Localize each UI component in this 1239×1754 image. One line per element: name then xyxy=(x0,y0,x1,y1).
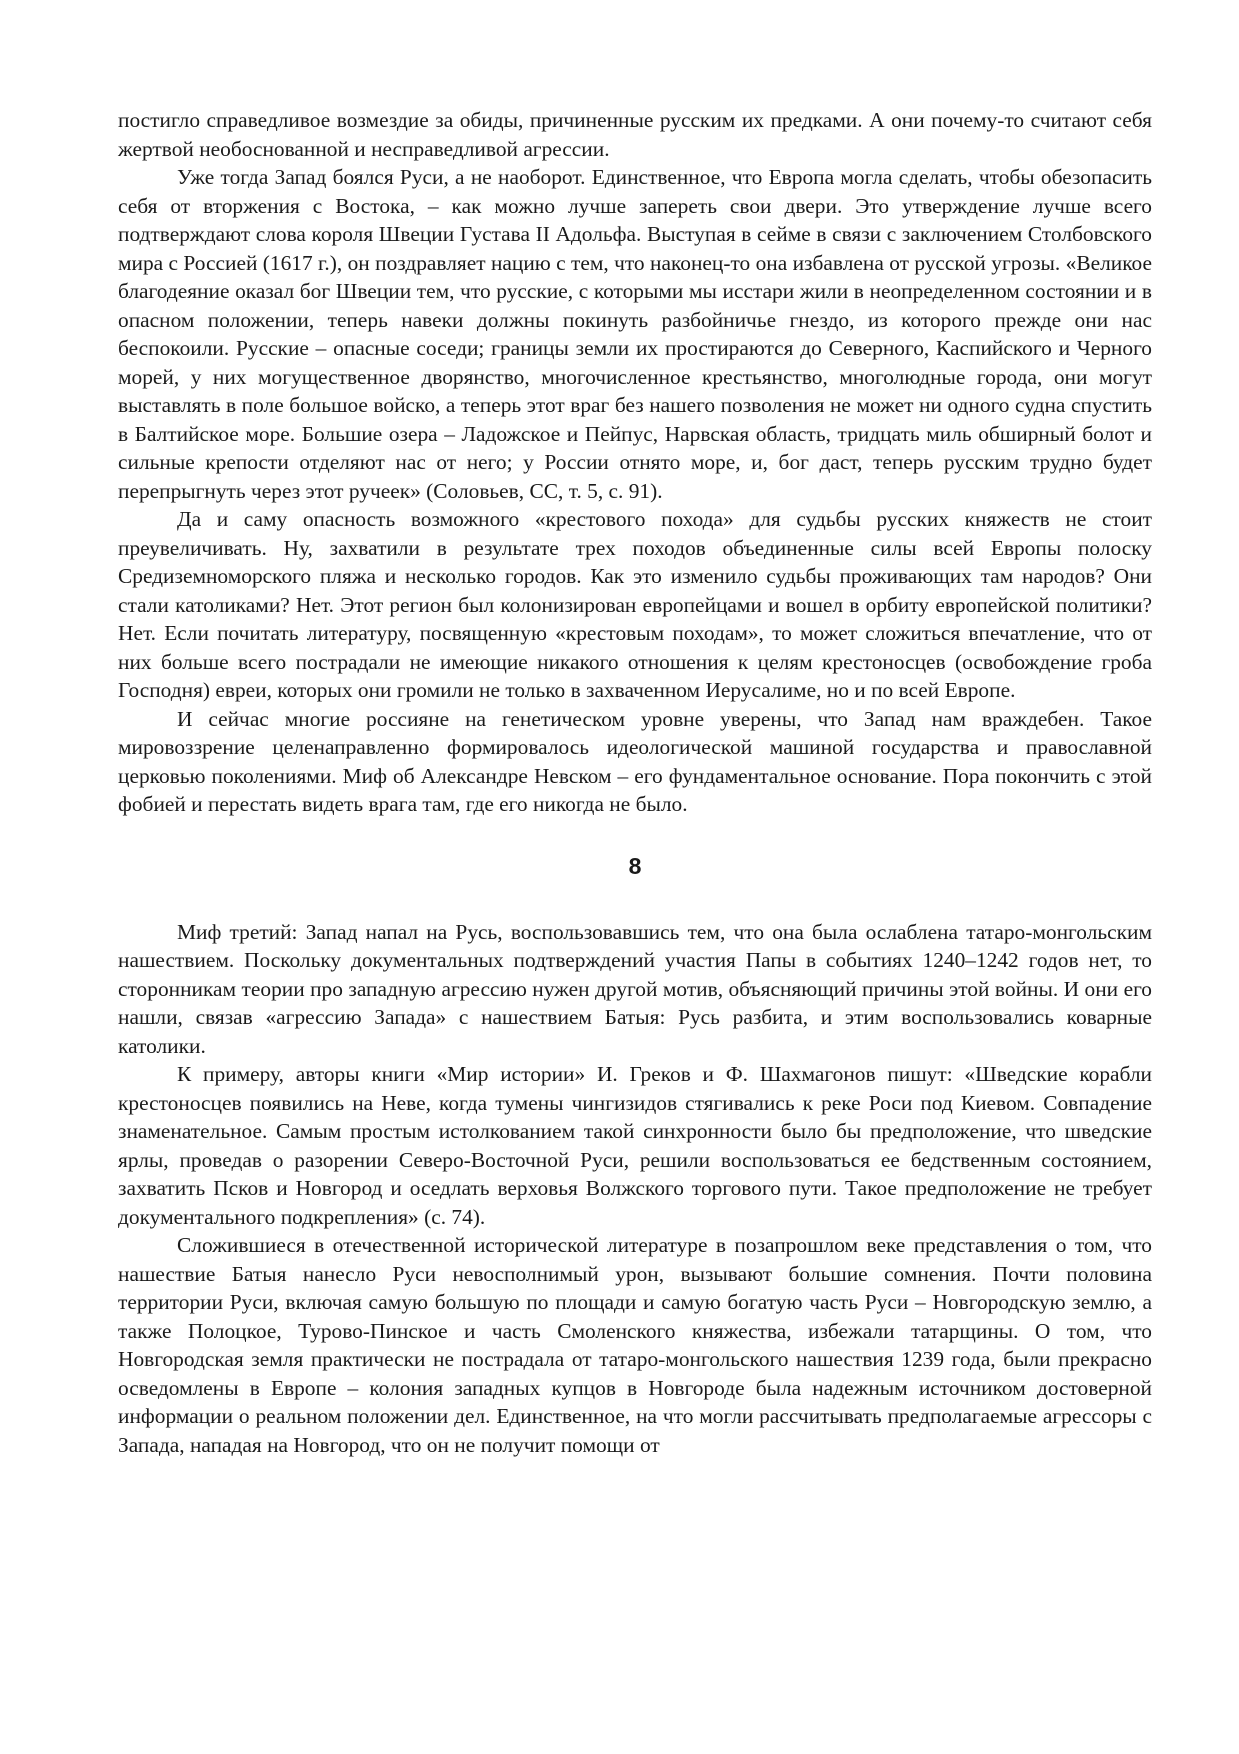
paragraph-continuation: постигло справедливое возмездие за обиды, причиненные русским их предками. А они почему-то считают себя жертвой необоснованной и несправедливой агрессии. xyxy=(118,108,1152,161)
paragraph-myth-three: Миф третий: Запад напал на Русь, воспользовавшись тем, что она была ослаблена татаро-монгольским нашествием. Поскольку документальных подтверждений участия Папы в событиях 1240–1242 годов нет, то сторонникам теории про западную агрессию нужен другой мотив, объясняющий причины этой войны. И они его нашли, связав «агрессию Запада» с нашествием Батыя: Русь разбита, и этим воспользовались коварные католики. xyxy=(118,919,1152,1058)
section-number-heading: 8 xyxy=(628,852,642,879)
document-page xyxy=(118,106,1152,1459)
paragraph-greков-quote: К примеру, авторы книги «Мир истории» И. Греков и Ф. Шахмагонов пишут: «Шведские корабли крестоносцев появились на Неве, когда тумены чингизидов стягивались к реке Роси под Киевом. Совпадение знаменательное. Самым простым истолкованием такой синхронности было бы предположение, что шведские ярлы, проведав о разорении Северо-Восточной Руси, решили воспользоваться ее бедственным состоянием, захватить Псков и Новгород и оседлать верховья Волжского торгового пути. Такое предположение не требует документального подкрепления» (с. 74). xyxy=(118,1062,1152,1229)
paragraph-batu-invasion: Сложившиеся в отечественной исторической литературе в позапрошлом веке представления о том, что нашествие Батыя нанесло Руси невосполнимый урон, вызывают большие сомнения. Почти половина территории Руси, включая самую большую по площади и самую богатую часть Руси – Новгородскую землю, а также Полоцкое, Турово-Пинское и часть Смоленского княжества, избежали татарщины. О том, что Новгородская земля практически не пострадала от татаро-монгольского нашествия 1239 года, были прекрасно осведомлены в Европе – колония западных купцов в Новгороде была надежным источником достоверной информации о реальном положении дел. Единственное, на что могли рассчитывать предполагаемые агрессоры с Запада, нападая на Новгород, что он не получит помощи от xyxy=(118,1233,1152,1457)
paragraph-sweden-quote: Уже тогда Запад боялся Руси, а не наоборот. Единственное, что Европа могла сделать, чтобы обезопасить себя от вторжения с Востока, – как можно лучше запереть свои двери. Это утверждение лучше всего подтверждают слова короля Швеции Густава II Адольфа. Выступая в сейме в связи с заключением Столбовского мира с Россией (1617 г.), он поздравляет нацию с тем, что наконец-то она избавлена от русской угрозы. «Великое благодеяние оказал бог Швеции тем, что русские, с которыми мы исстари жили в неопределенном состоянии и в опасном положении, теперь навеки должны покинуть разбойничье гнездо, из которого прежде они нас беспокоили. Русские – опасные соседи; границы земли их простираются до Северного, Каспийского и Черного морей, у них могущественное дворянство, многочисленное крестьянство, многолюдные города, они могут выставлять в поле большое войско, а теперь этот враг без нашего позволения не может ни одного судна спустить в Балтийское море. Большие озера – Ладожское и Пейпус, Нарвская область, тридцать миль обширный болот и сильные крепости отделяют нас от него; у России отнято море, и, бог даст, теперь русским трудно будет перепрыгнуть через этот ручеек» (Соловьев, СС, т. 5, с. 91). xyxy=(118,165,1152,503)
paragraph-conclusion: И сейчас многие россияне на генетическом уровне уверены, что Запад нам враждебен. Такое мировоззрение целенаправленно формировалось идеологической машиной государства и православной церковью поколениями. Миф об Александре Невском – его фундаментальное основание. Пора покончить с этой фобией и перестать видеть врага там, где его никогда не было. xyxy=(118,706,1152,816)
paragraph-crusades: Да и саму опасность возможного «крестового похода» для судьбы русских княжеств не стоит преувеличивать. Ну, захватили в результате трех походов объединенные силы всей Европы полоску Средиземноморского пляжа и несколько городов. Как это изменило судьбы проживающих там народов? Они стали католиками? Нет. Этот регион был колонизирован европейцами и вошел в орбиту европейской политики? Нет. Если почитать литературу, посвященную «крестовым походам», то может сложиться впечатление, что от них больше всего пострадали не имеющие никакого отношения к целям крестоносцев (освобождение гроба Господня) евреи, которых они громили не только в захваченном Иерусалиме, но и по всей Европе. xyxy=(118,507,1152,702)
